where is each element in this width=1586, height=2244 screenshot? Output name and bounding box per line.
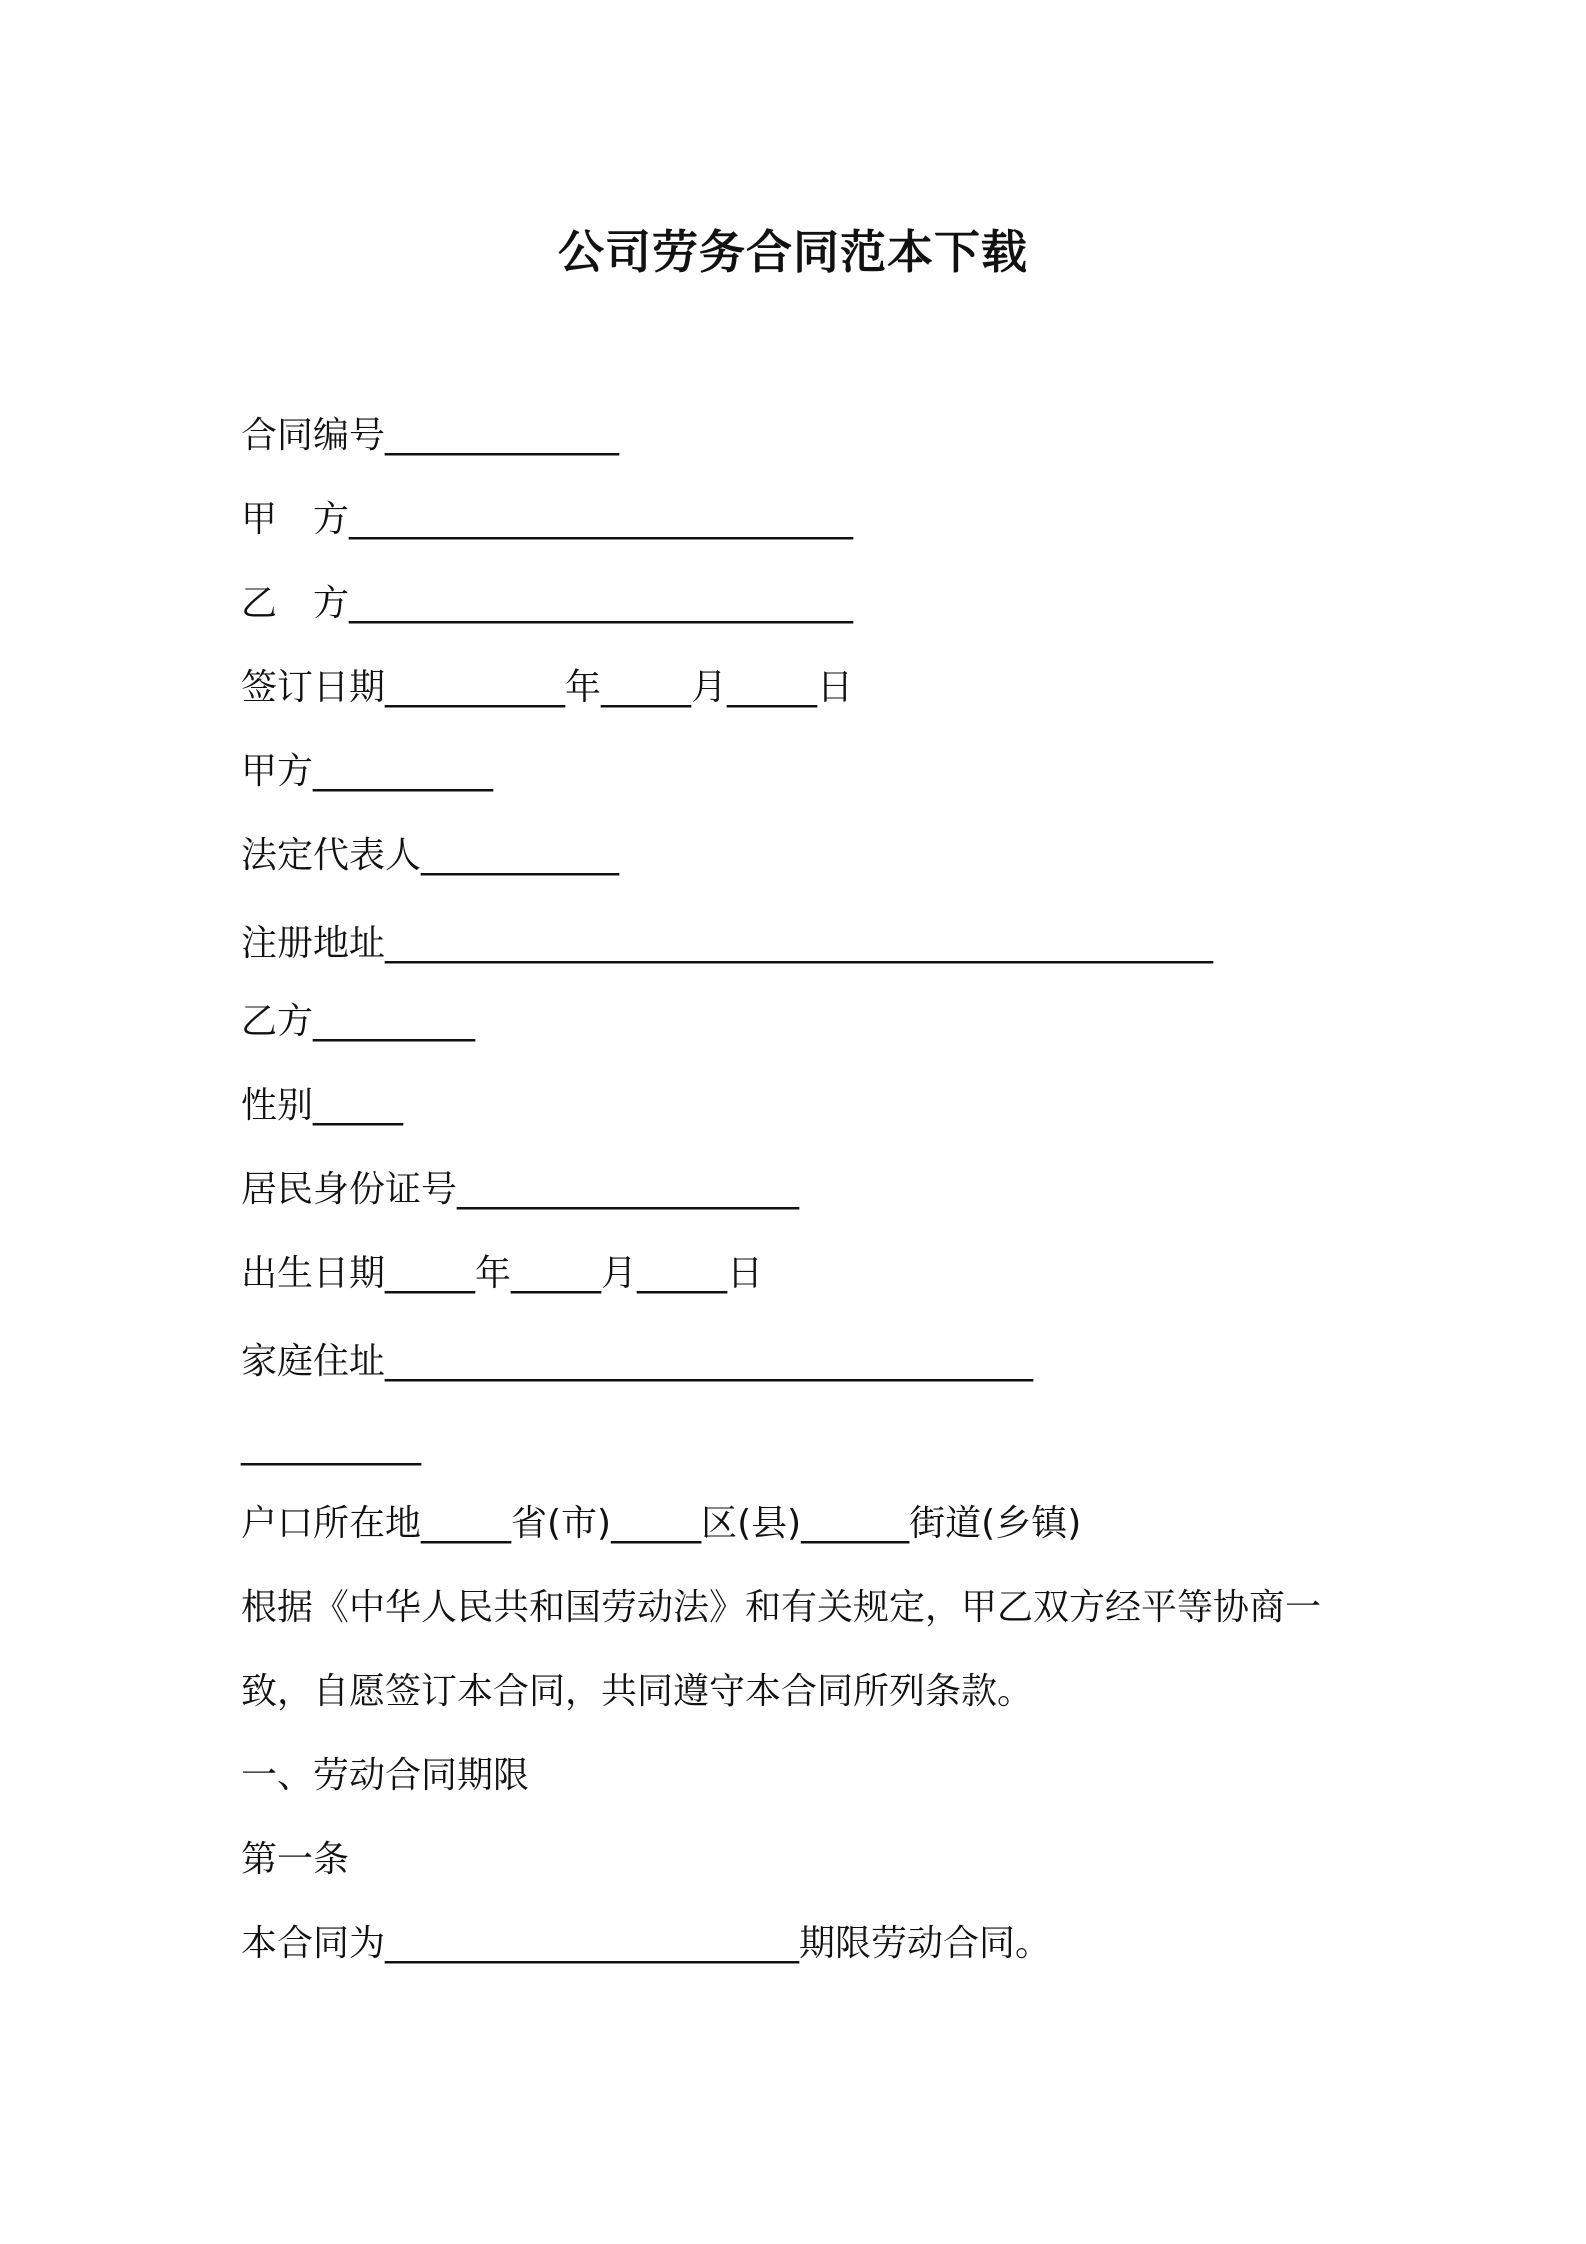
party-a-line: 甲 方____________________________ <box>241 499 854 540</box>
contract-term-line: 本合同为_______________________期限劳动合同。 <box>241 1923 1052 1964</box>
household-registration-line: 户口所在地_____省(市)_____区(县)______街道(乡镇) <box>241 1503 1082 1544</box>
id-number-line: 居民身份证号___________________ <box>241 1169 800 1210</box>
signing-date-line: 签订日期__________年_____月_____日 <box>241 667 854 708</box>
birth-date-line: 出生日期_____年_____月_____日 <box>241 1253 764 1294</box>
gender-line: 性别_____ <box>241 1085 404 1126</box>
party-b-line: 乙 方____________________________ <box>241 583 854 624</box>
preamble-line-2: 致，自愿签订本合同，共同遵守本合同所列条款。 <box>241 1671 1034 1712</box>
registered-address-line: 注册地址______________________________________________ <box>241 923 1214 964</box>
section-heading: 一、劳动合同期限 <box>241 1755 530 1796</box>
preamble-line-1: 根据《中华人民共和国劳动法》和有关规定，甲乙双方经平等协商一 <box>241 1587 1322 1628</box>
home-address-line: 家庭住址____________________________________ <box>241 1341 1034 1382</box>
document-title: 公司劳务合同范本下载 <box>558 225 1028 279</box>
party-a-name-line: 甲方__________ <box>241 751 494 792</box>
party-b-name-line: 乙方_________ <box>241 1001 476 1042</box>
contract-number-line: 合同编号_____________ <box>241 415 620 456</box>
legal-representative-line: 法定代表人___________ <box>241 835 620 876</box>
home-address-continuation-line: __________ <box>241 1425 421 1466</box>
article-heading: 第一条 <box>241 1839 350 1880</box>
